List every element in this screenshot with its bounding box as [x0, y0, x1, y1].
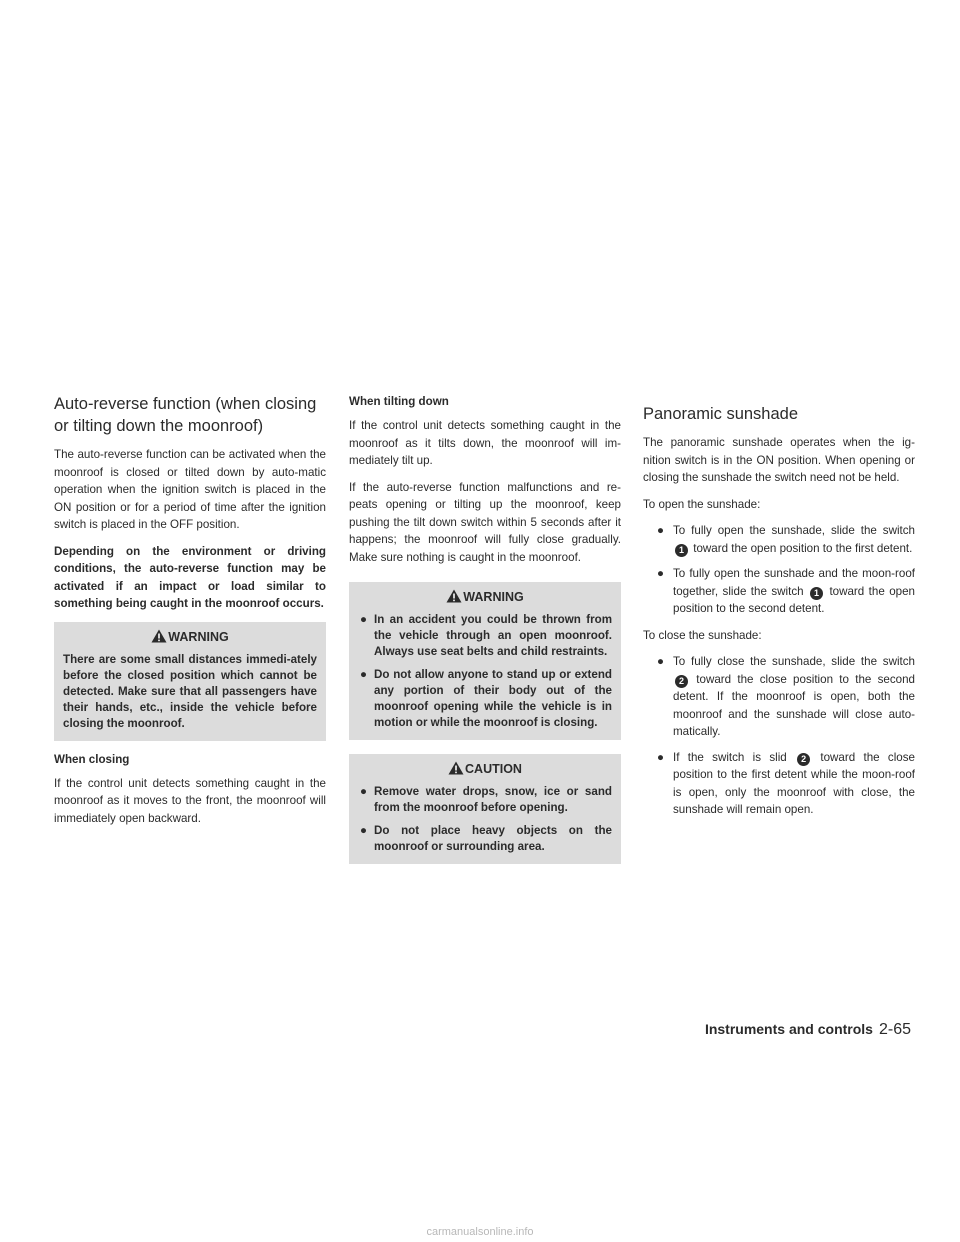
list-item: ● If the switch is slid 2 toward the close position to the first detent while the moon-roof is open, only the moonroof with close, the sunshade will remain open.: [657, 750, 915, 816]
page-footer: [651, 1021, 911, 1039]
switch-1-callout-icon: 1: [810, 587, 823, 600]
paragraph: If the control unit detects something caught in the moonroof as it tilts down, the moonroof will im-mediately tilt up.: [349, 419, 621, 467]
warning-icon: [151, 629, 167, 643]
paragraph: To close the sunshade:: [643, 628, 762, 642]
switch-2-callout-icon: 2: [797, 753, 810, 766]
warning-box: [54, 622, 326, 741]
caution-box: [349, 754, 621, 864]
paragraph: The panoramic sunshade operates when the ig-nition switch is in the ON position. When opening or closing the sunshade the switch need not be held.: [643, 436, 915, 484]
bold-paragraph: Depending on the environment or driving conditions, the auto-reverse function may be activated if an impact or load similar to something being caught in the moonroof occurs.: [54, 544, 326, 610]
caution-title: CAUTION: [358, 761, 612, 777]
subheading-when-tilting-down: When tilting down: [349, 395, 449, 408]
column-3: [643, 393, 915, 828]
page-number: 2-65: [878, 1021, 911, 1038]
caution-icon: [448, 761, 464, 775]
warning-title: WARNING: [358, 589, 612, 605]
warning-title: WARNING: [63, 629, 317, 645]
column-2: [349, 393, 621, 874]
section-name: Instruments and controls: [704, 1021, 873, 1037]
warning-icon: [446, 589, 462, 603]
bullet-icon: ●: [360, 785, 368, 798]
switch-1-callout-icon: 1: [675, 544, 688, 557]
list-item: ● To fully open the sunshade and the moon-roof together, slide the switch 1 toward the open position to the second detent.: [657, 567, 915, 615]
subheading-when-closing: When closing: [54, 752, 130, 766]
warning-box: [349, 582, 621, 740]
bullet-icon: ●: [657, 524, 665, 537]
list-item: ● Remove water drops, snow, ice or sand from the moonroof before opening.: [360, 785, 612, 814]
bullet-icon: ●: [657, 655, 665, 668]
paragraph: If the auto-reverse function malfunctions and re-peats opening or tilting up the moonroof, keep pushing the tilt down switch within 5 seconds after it happens; the moonroof will fully close gradually. Make sure nothing is caught in the moonroof.: [349, 480, 621, 564]
bullet-icon: ●: [657, 750, 665, 764]
bullet-icon: ●: [657, 567, 665, 580]
warning-text: There are some small distances immedi-ately before the closed position which cannot be detected. Make sure that all passengers have their hands, etc., inside the vehicle before closing the moonroof.: [63, 652, 317, 730]
paragraph: If the control unit detects something caught in the moonroof as it moves to the front, the moonroof will immediately open backward.: [54, 776, 326, 825]
switch-2-callout-icon: 2: [675, 675, 688, 688]
paragraph: The auto-reverse function can be activated when the moonroof is closed or tilted down by auto-matic operation when the ignition switch is placed in the ON position or for a period of time after the ignition switch is placed in the OFF position.: [54, 448, 326, 531]
bullet-icon: ●: [360, 824, 368, 837]
section-heading-auto-reverse: Auto-reverse function (when closing or tilting down the moonroof): [54, 395, 317, 435]
list-item: ● In an accident you could be thrown from the vehicle through an open moonroof. Always use seat belts and child restraints.: [360, 613, 612, 658]
column-1: [54, 393, 326, 836]
bullet-icon: ●: [360, 668, 368, 681]
paragraph: To open the sunshade:: [643, 497, 761, 511]
watermark: carmanualsonline.info: [426, 1226, 534, 1238]
list-item: ● To fully open the sunshade, slide the switch 1 toward the open position to the first detent.: [657, 524, 915, 555]
list-item: ● Do not place heavy objects on the moonroof or surrounding area.: [360, 824, 612, 853]
section-heading-panoramic-sunshade: Panoramic sunshade: [643, 405, 799, 423]
list-item: ● Do not allow anyone to stand up or extend any portion of their body out of the moonroof opening while the vehicle is in motion or while the moonroof is closing.: [360, 668, 612, 729]
bullet-icon: ●: [360, 613, 368, 626]
list-item: ● To fully close the sunshade, slide the switch 2 toward the close position to the second detent. If the moonroof is open, both the moonroof and the sunshade will close auto-matically.: [657, 655, 915, 738]
